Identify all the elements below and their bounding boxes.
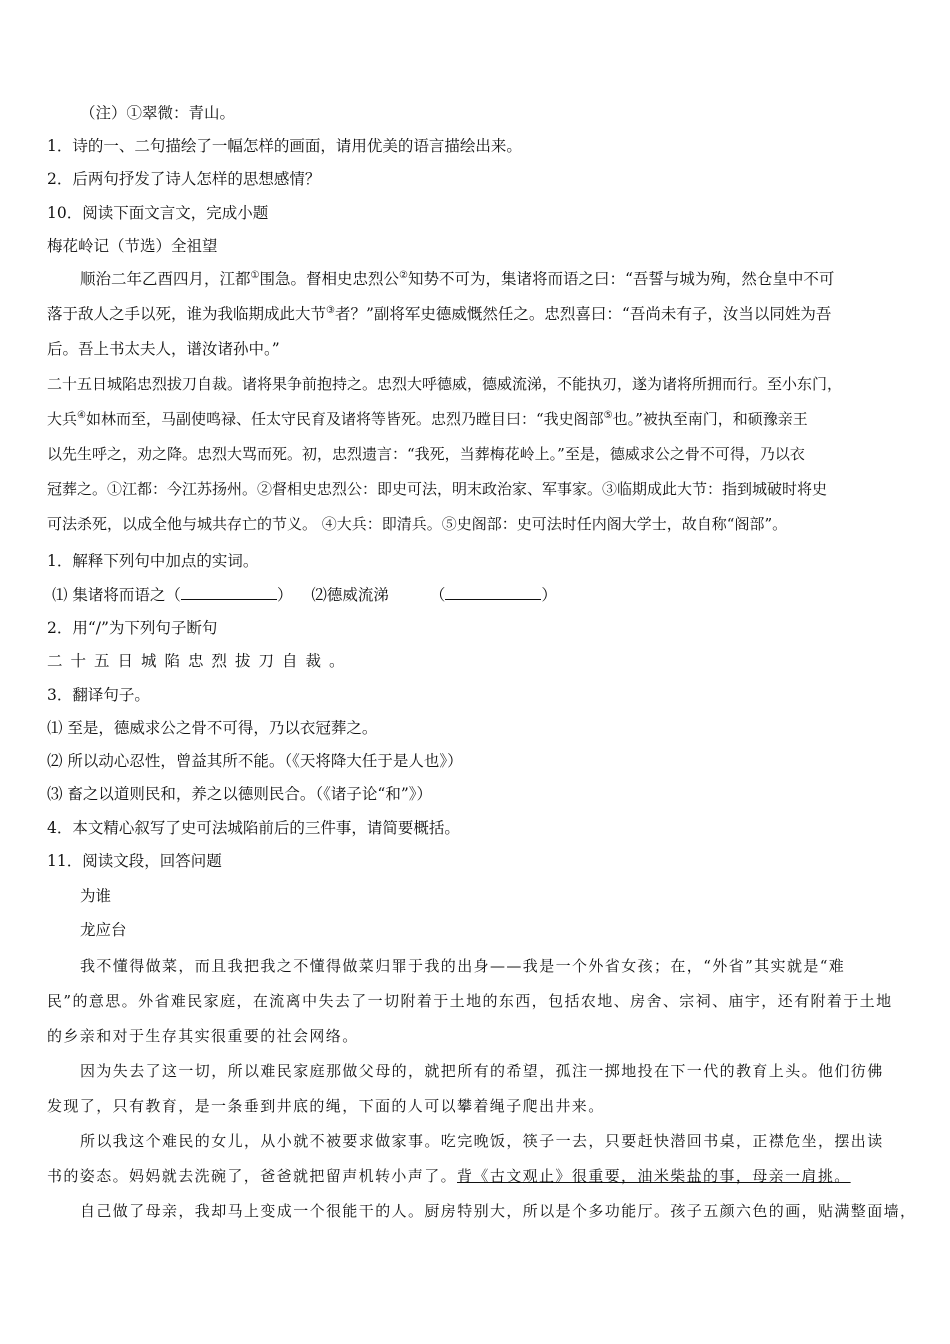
- q11-text-title: 为谁: [80, 887, 112, 905]
- q10-para2-line4: 冠葬之。①江都：今江苏扬州。②督相史忠烈公：即史可法，明末政治家、军事家。③临期成此大节：指到城破时将史: [47, 480, 828, 498]
- q10-para1-line1: 顺治二年乙酉四月，江都①围急。督相史忠烈公②知势不可为，集诸将而语之曰：“吾誓与城为殉，然仓皇中不可: [80, 269, 835, 288]
- q10-para2-line5: 可法杀死，以成全他与城共存亡的节义。 ④大兵：即清兵。⑤史阁部：史可法时任内阁大学士，故自称“阁部”。: [47, 515, 788, 533]
- footnote-mark: ④: [77, 410, 86, 421]
- q11-para2-line1: 因为失去了这一切，所以难民家庭那做父母的，就把所有的希望，孤注一掷地投在下一代的教育上头。他们彷佛: [80, 1062, 884, 1080]
- q10-sub3-item3: ⑶ 畜之以道则民和，养之以德则民合。（《诸子论“和”》）: [47, 785, 433, 803]
- q11-heading: 11．阅读文段，回答问题: [47, 852, 222, 870]
- footnote-mark: ⑤: [603, 410, 613, 421]
- q11-para4-line1: 自己做了母亲，我却马上变成一个很能干的人。厨房特别大，所以是个多功能厅。孩子五颜六色的画，贴满整面墙，: [80, 1202, 917, 1220]
- q10-sub1: 1．解释下列句中加点的实词。: [47, 552, 259, 570]
- q11-para3-line2: 书的姿态。妈妈就去洗碗了，爸爸就把留声机转小声了。背《古文观止》很重要，油米柴盐的事，母亲一肩挑。: [47, 1167, 851, 1185]
- footnote-mark: ①: [250, 269, 260, 281]
- q10-sub1-items: ⑴ 集诸将而语之（ ） ⑵德威流涕 （ ）: [52, 586, 557, 604]
- q11-para1-line2: 民”的意思。外省难民家庭，在流离中失去了一切附着于土地的东西，包括农地、房舍、宗祠、庙宇，还有附着于土地: [47, 992, 893, 1010]
- q10-para2-line1: 二十五日城陷忠烈拔刀自裁。诸将果争前抱持之。忠烈大呼德威，德威流涕，不能执刃，遂为诸将所拥而行。至小东门，: [47, 375, 843, 393]
- q10-sub3: 3．翻译句子。: [47, 686, 150, 704]
- q10-para2-line3: 以先生呼之，劝之降。忠烈大骂而死。初，忠烈遗言：“我死，当葬梅花岭上。”至是，德威求公之骨不可得，乃以衣: [47, 445, 805, 463]
- q10-text-title: 梅花岭记（节选）全祖望: [47, 237, 218, 255]
- q10-para1-line2: 落于敌人之手以死，谁为我临期成此大节③者？”副将军史德威慨然任之。忠烈喜曰：“吾尚未有子，汝当以同姓为吾: [47, 304, 832, 323]
- q10-sub4: 4．本文精心叙写了史可法城陷前后的三件事，请简要概括。: [47, 819, 460, 837]
- footnote-mark: ③: [326, 304, 335, 316]
- q11-para2-line2: 发现了，只有教育，是一条垂到井底的绳，下面的人可以攀着绳子爬出井来。: [47, 1097, 605, 1115]
- q10-sub2-sentence: 二十五日城陷忠烈拔刀自裁。: [47, 652, 353, 670]
- q9-sub2: 2．后两句抒发了诗人怎样的思想感情？: [47, 170, 321, 188]
- q10-sub3-item1: ⑴ 至是，德威求公之骨不可得，乃以衣冠葬之。: [47, 719, 378, 737]
- q11-para1-line3: 的乡亲和对于生存其实很重要的社会网络。: [47, 1027, 359, 1045]
- q10-sub2: 2．用“/”为下列句子断句: [47, 619, 218, 637]
- answer-blank[interactable]: [445, 585, 541, 600]
- q9-sub1: 1．诗的一、二句描绘了一幅怎样的画面，请用优美的语言描绘出来。: [47, 137, 522, 155]
- q10-para2-line2: 大兵④如林而至，马副使鸣禄、任太守民育及诸将等皆死。忠烈乃瞠目曰：“我史阁部⑤也。”被执至南门，和硕豫亲王: [47, 410, 808, 428]
- q10-para1-line3: 后。吾上书太夫人，谱汝诸孙中。”: [47, 340, 280, 358]
- q11-para1-line1: 我不懂得做菜，而且我把我之不懂得做菜归罪于我的出身——我是一个外省女孩；在，“外省”其实就是“难: [80, 957, 846, 975]
- poem-note: （注）①翠微：青山。: [80, 104, 236, 122]
- footnote-mark: ②: [399, 269, 408, 281]
- q11-para3-line1: 所以我这个难民的女儿，从小就不被要求做家事。吃完晚饭，筷子一去，只要赶快潜回书桌，正襟危坐，摆出读: [80, 1132, 884, 1150]
- q10-heading: 10．阅读下面文言文，完成小题: [47, 204, 269, 222]
- answer-blank[interactable]: [181, 585, 277, 600]
- q10-sub3-item2: ⑵ 所以动心忍性，曾益其所不能。（《天将降大任于是人也》）: [47, 752, 463, 770]
- q11-text-author: 龙应台: [80, 921, 127, 939]
- underlined-sentence: 背《古文观止》很重要，油米柴盐的事，母亲一肩挑。: [457, 1167, 851, 1185]
